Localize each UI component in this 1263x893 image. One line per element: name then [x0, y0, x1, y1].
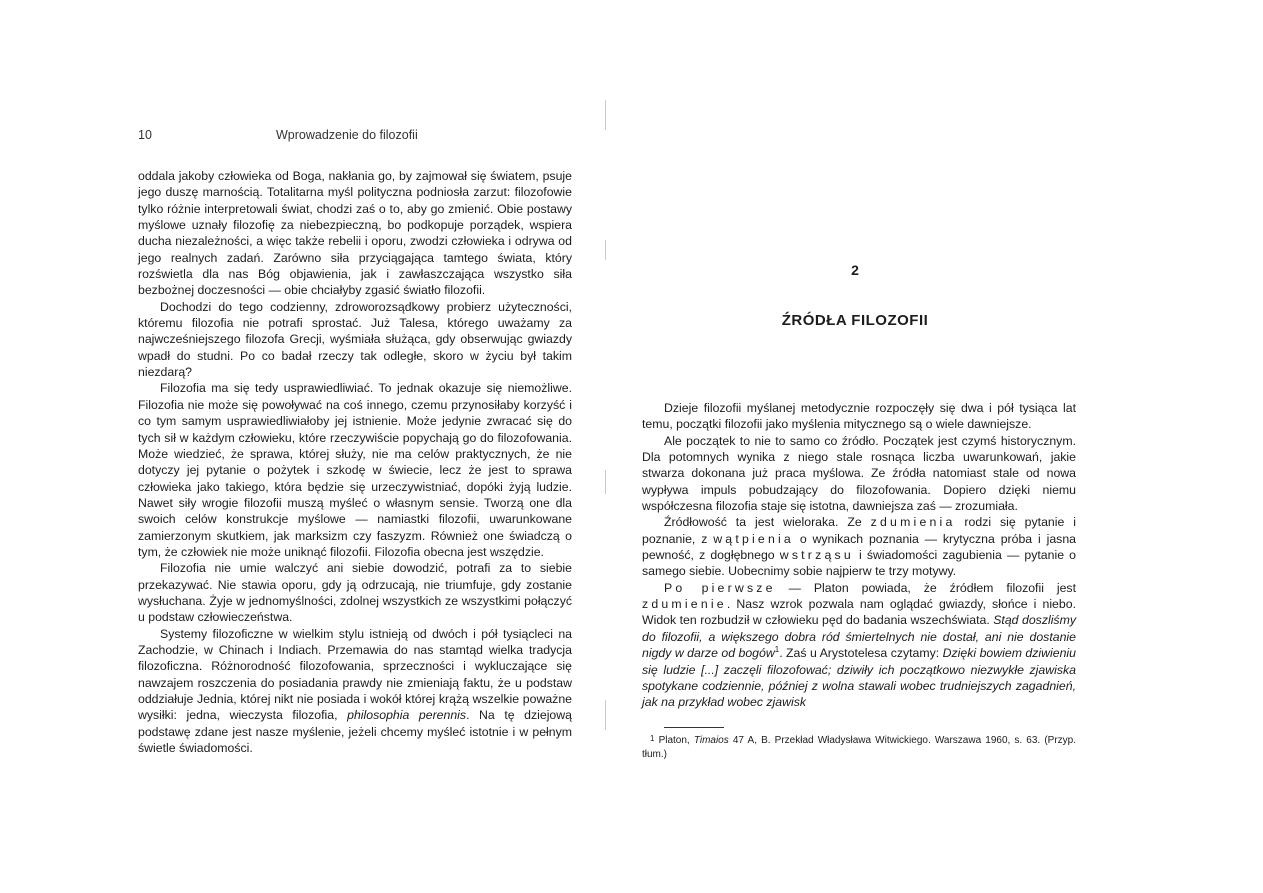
running-head	[138, 128, 572, 148]
chapter-title: ŹRÓDŁA FILOZOFII	[781, 312, 929, 329]
text-run: Platon,	[654, 734, 694, 746]
paragraph: Ale początek to nie to samo co źródło. Początek jest czymś historycznym. Dla potomnych wynika z niego stale rosnąca liczba uwarunkowań, jakie stwarza dokonana już praca myślowa. Ze źródła natomiast stale od nowa wypływa impuls pobudzający do filozofowania. Dopiero dzięki niemu współczesna filozofia staje się istotna, dawniejsza zaś — zrozumiała.	[642, 433, 1076, 514]
text-run: . Nasz wzrok pozwala nam oglądać gwiazdy, słońce i niebo. Widok ten rozbudził w człowieku pęd do badania wszechświata.	[642, 597, 1076, 628]
text-run: — Platon powiada, że źródłem filozofii jest	[775, 580, 1076, 595]
page-number: 10	[138, 128, 152, 142]
right-page	[642, 262, 1076, 762]
text-run: i świadomości zagubienia — pytanie o samego siebie. Uobecnimy sobie najpierw te trzy motywy.	[642, 548, 1076, 579]
text-run: . Na tę dziejową podstawę zdane jest nasze myślenie, jeżeli chcemy myśleć istotnie i w pełnym świetle świadomości.	[138, 708, 572, 756]
spaced-term: Po pierwsze	[664, 580, 776, 595]
footnote-rule	[664, 727, 724, 728]
quotation: Dzięki bowiem dziwieniu się ludzie [...] zaczęli filozofować; dziwiły ich początkowo niezwykłe zjawiska spotykane codziennie, później z wolna stawali wobec trudniejszych zagadnień, jak na przykład wobec zjawisk	[642, 646, 1076, 710]
spaced-term: wątpienia	[713, 531, 794, 546]
text-run: . Zaś u Arystotelesa czytamy:	[779, 646, 943, 661]
latin-term: philosophia perennis	[347, 708, 467, 723]
chapter-number: 2	[851, 262, 859, 278]
paragraph	[642, 514, 1076, 579]
cited-title: Timaios	[693, 734, 729, 746]
text-run: o wynikach poznania — krytyczna próba i jasna pewność, z dogłębnego	[642, 531, 1076, 563]
running-title: Wprowadzenie do filozofii	[276, 128, 418, 142]
spaced-term: zdumienie	[642, 597, 727, 612]
text-run: 47 A, B. Przekład Władysława Witwickiego. Warszawa 1960, s. 63. (Przyp. tłum.)	[642, 734, 1076, 760]
text-run: rodzi się pytanie i poznanie, z	[642, 515, 1076, 546]
footnote-number: 1	[650, 733, 655, 743]
scan-gutter-mark	[605, 700, 606, 730]
footnote-marker[interactable]: 1	[774, 645, 780, 655]
spaced-term: wstrząsu	[779, 548, 854, 563]
paragraph: Filozofia ma się tedy usprawiedliwiać. To jednak okazuje się niemożliwe. Filozofia nie może się powoływać na coś innego, czemu przynosiłaby korzyść i co tym samym usprawiedliwiałoby jej istnienie. Może jedynie zwracać się do tych sił w każdym człowieku, które rzeczywiście popychają go do filozofowania. Może wiedzieć, że sprawa, której służy, nie ma celów praktycznych, że nie dotyczy jej pytanie o pożytek i szkodę w świecie, lecz że jest to sprawa człowieka jako takiego, która będzie się urzeczywistniać, dopóki żyją ludzie. Nawet siły wrogie filozofii muszą myśleć o własnym sensie. Tworzą one dla swoich celów konstrukcje myślowe — namiastki filozofii, uwarunkowane zamierzonym skutkiem, jak marksizm czy faszyzm. Również one świadczą o tym, że człowiek nie może uniknąć filozofii. Filozofia obecna jest wszędzie.	[138, 381, 572, 559]
paragraph	[138, 626, 572, 757]
left-page	[138, 128, 572, 756]
paragraph: Filozofia nie umie walczyć ani siebie dowodzić, potrafi za to siebie przekazywać. Nie stawia oporu, gdy ją odrzucają, nie triumfuje, gdy zostanie wysłuchana. Żyje w jednomyślności, zdolnej wszystkich ze wszystkimi połączyć u podstaw człowieczeństwa.	[138, 561, 572, 625]
right-body-text	[642, 400, 1076, 762]
scan-gutter-mark	[605, 100, 606, 130]
scan-gutter-mark	[605, 240, 606, 260]
paragraph: Dzieje filozofii myślanej metodycznie rozpoczęły się dwa i pół tysiąca lat temu, początki filozofii jako myślenia mitycznego są o wiele dawniejsze.	[642, 401, 1076, 432]
quotation: Stąd doszliśmy do filozofii, a większego dobra ród śmiertelnych nie dostał, ani nie dostanie nigdy w darze od bogów	[642, 613, 1076, 661]
text-run: Źródłowość ta jest wieloraka. Ze	[664, 515, 871, 530]
paragraph: oddala jakoby człowieka od Boga, nakłania go, by zajmował się światem, psuje jego duszę marnością. Totalitarna myśl polityczna podniosła zarzut: filozofowie tylko różnie interpretowali świat, chodzi zaś o to, aby go zmienić. Obie postawy myślowe uznały filozofię za niebezpieczną, bo podkopuje porządek, wspiera ducha niezależności, a więc także rebelii i oporu, zwodzi człowieka i odrywa od jego realnych zadań. Zarówno siła przyciągająca tamtego świata, który rozświetla dla nas Bóg objawienia, jak i zawłaszczająca wszystko siła bezbożnej doczesności — obie chciałyby zgasić światło filozofii.	[138, 169, 572, 298]
scan-gutter-mark	[605, 470, 606, 494]
paragraph: Dochodzi do tego codzienny, zdroworozsądkowy probierz użyteczności, któremu filozofia nie potrafi sprostać. Już Talesa, którego uważamy za najwcześniejszego filozofa Grecji, wyśmiała służąca, gdy obserwując gwiazdy wpadł do studni. Po co badał rzeczy tak odległe, skoro w życiu był takim niezdarą?	[138, 299, 572, 380]
footnote	[642, 734, 1076, 762]
spaced-term: zdumienia	[870, 515, 956, 530]
paragraph	[642, 580, 1076, 711]
text-run: Systemy filozoficzne w wielkim stylu istnieją od dwóch i pół tysiącleci na Zachodzie, w Chinach i Indiach. Przemawia do nas stamtąd wielka tradycja filozoficzna. Różnorodność filozofowania, sprzeczności i wykluczające się nawzajem roszczenia do posiadania prawdy nie zmieniają faktu, że u podstaw oddziałuje Jednia, której nikt nie posiada i wokół której krążą wszelkie poważne wysiłki: jedna, wieczysta filozofia,	[138, 626, 572, 723]
left-body-text	[138, 168, 572, 756]
